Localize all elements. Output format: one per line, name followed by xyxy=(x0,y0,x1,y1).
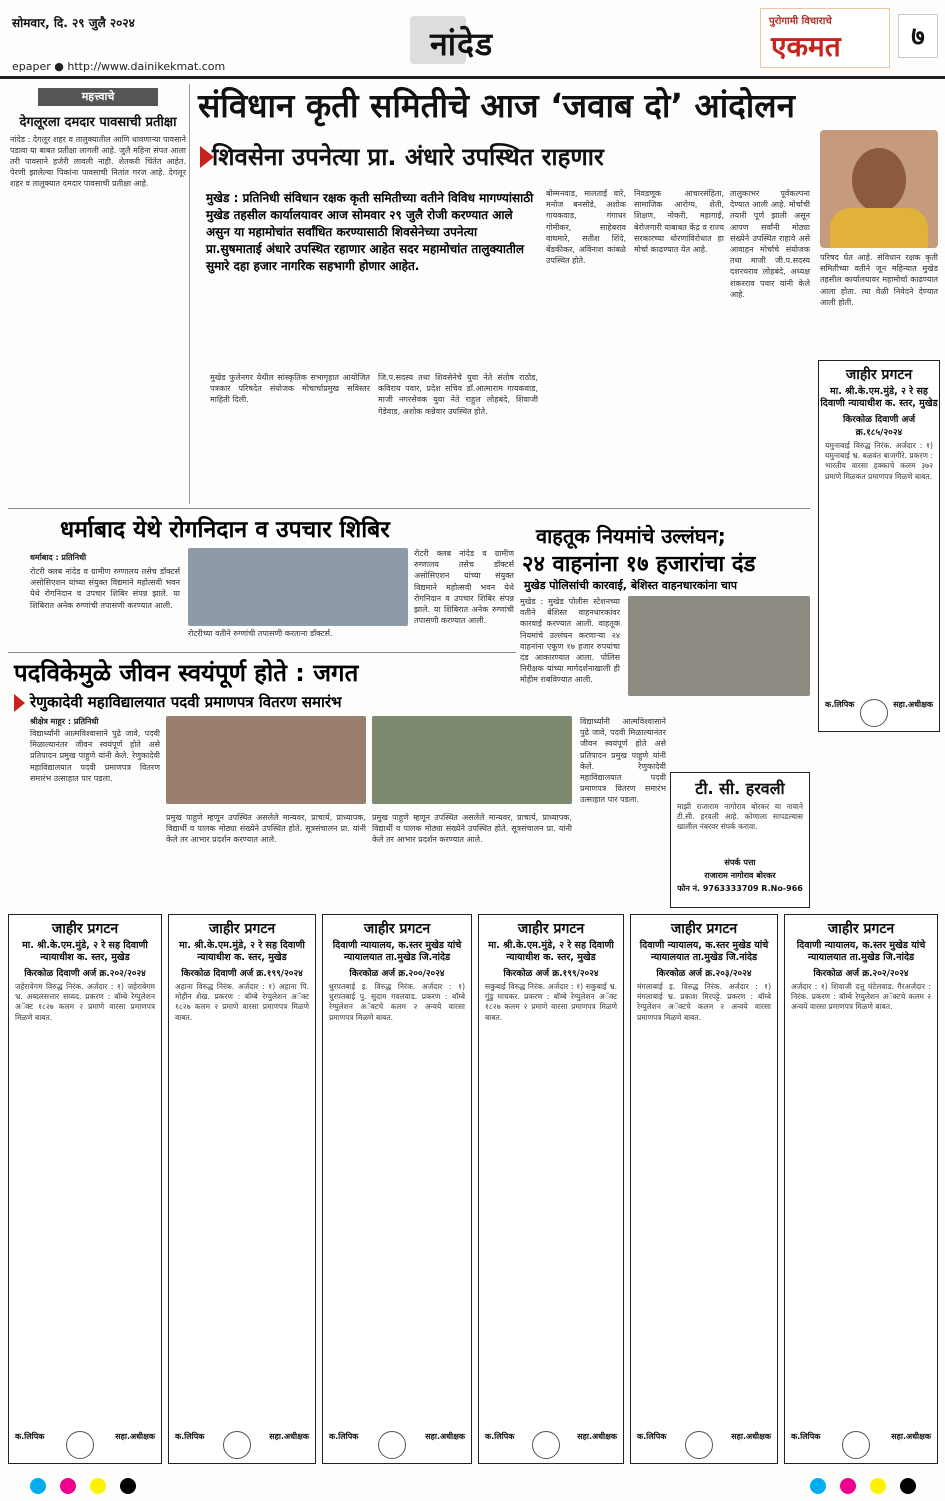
notice-clerk: क.लिपिक xyxy=(637,1432,667,1441)
notice-footer xyxy=(637,1431,771,1459)
notice-clerk: क.लिपिक xyxy=(485,1432,515,1441)
notice-court: दिवाणी न्यायालय, क.स्तर मुखेड यांचे न्यायालयात ता.मुखेड जि.नांदेड xyxy=(332,940,462,963)
lead-column-1: मुखेड फुलेनगर येथील सांस्कृतिक सभागृहात आयोजित पत्रकार परिषदेत संयोजक मोचार्चाप्रमुख सविस्तर माहिती दिली. xyxy=(210,373,370,405)
notice-case: किरकोळ अर्ज क्र.२०२/२०२४ xyxy=(813,969,909,979)
degree-body-3: प्रमुख पाहुणे म्हणून उपस्थित असलेले मान्यवर, प्राचार्य, प्राध्यापक, विद्यार्थी व पालक मोठ्या संख्येने उपस्थित होते. सूत्रसंचालन प्रा. यांनी केले तर आभार प्रदर्शन करण्यात आले. xyxy=(372,813,572,845)
notice-clerk: क.लिपिक xyxy=(329,1432,359,1441)
legal-notice-7 xyxy=(784,914,938,1464)
notice-title: जाहीर प्रगटन xyxy=(827,921,895,937)
notice-title: जाहीर प्रगटन xyxy=(51,921,119,937)
lost-tc-body: माझी राजाराम नागोराव बोरकर या नावाने टी.सी. हरवली आहे. कोणाला सापडल्यास खालील नंबरवर संपर्क करावा. xyxy=(677,802,803,832)
left-body: नांदेड : देगलूर शहर व तालुक्यातील आणि धावणाऱ्या पावसाने पडावा या बाबत प्रतीक्षा लागली आहे. जुलै महिना संपत आला तरी पावसाने हजेरी लावली नाही. शेतकरी चिंतेत आहेत. पेरणी झालेल्या पिकांना पावसाची नितांत गरज आहे. देगलूर शहर व तालुक्यात दमदार पावसाची प्रतीक्षा आहे. xyxy=(10,135,186,188)
notice-body: मंगलाबाई इ. विरुद्ध निरंक. अर्जदार : १) मंगलाबाई भ्र. प्रकाश मिरपट्टे. प्रकरण : बॉम्बे रेग्युलेशन अॅक्टचे कलम २ अन्वये वारसा प्रमाणपत्र मिळणे बाबत. xyxy=(637,982,771,1022)
legal-notice-6 xyxy=(630,914,778,1464)
notice-court: दिवाणी न्यायालय, क.स्तर मुखेड यांचे न्यायालयात ता.मुखेड जि.नांदेड xyxy=(639,940,769,963)
notice-case: किरकोळ अर्ज क्र.२०३/२०२४ xyxy=(656,969,752,979)
registration-mark-black-icon xyxy=(900,1478,916,1494)
camp-body: रोटरी क्लब नांदेड व ग्रामीण रुग्णालय तसेच डॉक्टर्स असोसिएशन यांच्या संयुक्त विद्यमाने महोत्सवी भवन येथे रोगनिदान व उपचार शिबिर संपन्न झाले. या शिबिरात अनेक रुग्णांची तपासणी करण्यात आली. xyxy=(30,567,180,610)
lead-intro: मुखेड : प्रतिनिधी संविधान रक्षक कृती समितीच्या वतीने विविध मागण्यांसाठी मुखेड तहसील कार्यालयावर आज सोमवार २९ जुलै रोजी करण्यात आले असुन या महामोचांत सर्वांधित करण्यासाठी शिवसेनेच्या उपनेत्या प्रा.सुषमाताई अंधारे उपस्थित रहाणार आहेत सदर महामोचांत तालुक्यातील सुमारे दहा हजार नागरिक सहभागी होणार आहेत. xyxy=(206,191,534,273)
notice-footer xyxy=(485,1431,617,1459)
court-seal-icon xyxy=(66,1431,94,1459)
left-news-box xyxy=(8,84,190,504)
degree-body-2: प्रमुख पाहुणे म्हणून उपस्थित असलेले मान्यवर, प्राचार्य, प्राध्यापक, विद्यार्थी व पालक मोठ्या संख्येने उपस्थित होते. सूत्रसंचालन प्रा. यांनी केले तर आभार प्रदर्शन करण्यात आले. xyxy=(166,813,366,845)
notice-body: धुरपतबाई इ. विरुद्ध निरंक. अर्जदार : १) धुरपतबाई पु. सुदाम गवलवाड. प्रकरण : बॉम्बे रेग्युलेशन अॅक्टचे कलम २ अन्वये वारसा प्रमाणपत्र मिळणे बाबत. xyxy=(329,982,465,1022)
lead-headline: संविधान कृती समितीचे आज ‘जवाब दो’ आंदोलन xyxy=(198,86,795,125)
brand-name: एकमत xyxy=(771,30,841,63)
notice-court: मा. श्री.के.एम.मुंडे, २ रे सह दिवाणी न्यायाधीश क. स्तर, मुखेड xyxy=(22,940,148,963)
notice-superintendent: सहा.अधीक्षक xyxy=(269,1432,309,1441)
lost-tc-title: टी. सी. हरवली xyxy=(695,779,785,798)
traffic-headline-1: वाहतूक नियमांचे उल्लंघन; xyxy=(536,524,726,548)
section-divider xyxy=(8,508,810,509)
notice-superintendent: सहा.अधीक्षक xyxy=(425,1432,465,1441)
left-headline: देगलूरला दमदार पावसाची प्रतीक्षा xyxy=(19,115,177,130)
lost-tc-name: राजाराम नागोराव बोरकर xyxy=(704,871,776,880)
lead-column-3: बोम्मनवाड, मालताई वारे, मनोज बनसोडे, अशोक गायकवाड, गंगाधर गोमीकर, साहेबराव वाघमारे, सतीश शिंदे, बेंडकीकर, अविनाश कांबळे उपस्थित होते. xyxy=(546,189,626,266)
court-seal-icon xyxy=(223,1431,251,1459)
degree-body-4: विद्यार्थ्यांनी आत्मविश्वासाने पुढे जावे, पदवी मिळाल्यानंतर जीवन स्वयंपूर्ण होते असे प्रतिपादन प्रमुख पाहुणे यांनी केले. रेणुकादेवी महाविद्यालयात पदवी प्रमाणपत्र वितरण समारंभ उत्साहात पार पडला. xyxy=(580,717,666,805)
legal-notice-5 xyxy=(478,914,624,1464)
degree-headline: पदविकेमुळे जीवन स्वयंपूर्ण होते : जगत xyxy=(14,659,359,687)
registration-mark-yellow-icon xyxy=(90,1478,106,1494)
notice-superintendent: सहा.अधीक्षक xyxy=(893,700,933,709)
left-kicker: महत्त्वाचे xyxy=(38,88,158,106)
epaper-link[interactable]: epaper ● http://www.dainikekmat.com xyxy=(12,60,226,73)
legal-notice-2 xyxy=(8,914,162,1464)
notice-superintendent: सहा.अधीक्षक xyxy=(115,1432,155,1441)
traffic-headline-2: २४ वाहनांना १७ हजारांचा दंड xyxy=(522,552,756,577)
notice-title: जाहीर प्रगटन xyxy=(845,367,913,383)
court-seal-icon xyxy=(860,699,888,727)
lead-column-5: तालुकाभर पूर्वकल्पना देण्यात आली आहे. मोर्चाची तयारी पूर्ण झाली असून आपण सर्वांनी मोठ्या संख्येने उपस्थित राहावे असे आवाहन मोर्चाचे संयोजक तथा माजी जी.प.सदस्य दशरथराव लोहबंदे, अध्यक्ष शंकरराव पवार यांनी केले आहे. xyxy=(730,189,810,299)
notice-title: जाहीर प्रगटन xyxy=(208,921,276,937)
registration-mark-black-icon xyxy=(120,1478,136,1494)
court-seal-icon xyxy=(532,1431,560,1459)
registration-mark-yellow-icon xyxy=(870,1478,886,1494)
notice-footer xyxy=(791,1431,931,1459)
traffic-body: मुखेड : मुखेड पोलीस स्टेशनच्या वतीने बेशिस्त वाहनधारकांवर कारवाई करण्यात आली. वाहतूक नियमांचे उल्लंघन करणाऱ्या २४ वाहनांना एकूण १७ हजार रुपयांचा दंड आकारण्यात आला. पोलिस निरीक्षक यांच्या मार्गदर्शनाखाली ही मोहीम राबविण्यात आली. xyxy=(520,597,620,685)
notice-superintendent: सहा.अधीक्षक xyxy=(731,1432,771,1441)
notice-footer xyxy=(329,1431,465,1459)
masthead-divider xyxy=(0,76,945,79)
notice-case: किरकोळ अर्ज क्र.२००/२०२४ xyxy=(349,969,445,979)
legal-notice-4 xyxy=(322,914,472,1464)
notice-case: किरकोळ अर्ज क्र.१९९/२०२४ xyxy=(503,969,599,979)
page-number: ७ xyxy=(898,14,938,58)
lost-tc-phone: फोन नं. 9763333709 R.No-966 xyxy=(677,884,803,893)
lost-tc-contact: संपर्क पत्ता xyxy=(724,858,756,867)
notice-clerk: क.लिपिक xyxy=(15,1432,45,1441)
lead-column-4: निवडणूक आचारसंहिता, सामाजिक आरोग्य, शेती, शिक्षण, नोकरी, महागाई, बेरोजगारी याबाबत केंद्र व राज्य सरकारच्या धोरणांविरोधात हा मोर्चा काढण्यात येत आहे. xyxy=(634,189,724,255)
lead-column-6: परिषद घेत आहे. संविधान रक्षक कृती समितीच्या वतीने जून महिन्यात मुखेड तहसील कार्यालयावर महामोर्चा काढण्यात आला होता. त्या वेळी निवेदने देण्यात आली होती. xyxy=(820,253,938,307)
edition-title: नांदेड xyxy=(430,25,494,63)
traffic-subhead: मुखेड पोलिसांची कारवाई, बेशिस्त वाहनधारकांना चाप xyxy=(524,579,737,592)
notice-court: मा. श्री.के.एम.मुंडे, २ रे सह दिवाणी न्यायाधीश क. स्तर, मुखेड xyxy=(179,940,305,963)
degree-photo-1 xyxy=(166,716,366,804)
legal-notice-3 xyxy=(168,914,316,1464)
registration-mark-magenta-icon xyxy=(60,1478,76,1494)
photo-face xyxy=(852,148,906,212)
notice-court: दिवाणी न्यायालय, क.स्तर मुखेड यांचे न्यायालयात ता.मुखेड जि.नांदेड xyxy=(796,940,926,963)
notice-body: अर्जदार : १) शिवाजी दत्तु घंटेलवाड. गैरअर्जदार : निरंक. प्रकरण : बॉम्बे रेग्युलेशन अॅक्टचे कलम २ अन्वये वारसा प्रमाणपत्र मिळणे बाबत. xyxy=(791,982,931,1012)
notice-footer xyxy=(825,699,933,727)
registration-mark-cyan-icon xyxy=(810,1478,826,1494)
notice-superintendent: सहा.अधीक्षक xyxy=(891,1432,931,1441)
notice-case: किरकोळ दिवाणी अर्ज क्र.१८५/२०२४ xyxy=(842,415,916,438)
court-seal-icon xyxy=(378,1431,406,1459)
degree-photo-2 xyxy=(372,716,572,804)
camp-headline: धर्माबाद येथे रोगनिदान व उपचार शिबिर xyxy=(60,517,390,543)
notice-superintendent: सहा.अधीक्षक xyxy=(577,1432,617,1441)
leader-photo xyxy=(820,130,938,248)
registration-mark-cyan-icon xyxy=(30,1478,46,1494)
notice-body: जहेरावेगम विरुद्ध निरंक. अर्जदार : १) जहेराबेगम भ्र. अब्दलसत्तार सय्यद. प्रकरण : बॉम्बे रेग्युलेशन अॅक्ट १८२७ कलम २ प्रमाणे वारसा प्रमाणपत्र मिळणे बाबत. xyxy=(15,982,155,1022)
camp-byline: धर्माबाद : प्रतिनिधी xyxy=(30,553,87,562)
notice-court: मा. श्री.के.एम.मुंडे, २ रे सह दिवाणी न्यायाधीश क. स्तर, मुखेड xyxy=(820,386,938,409)
section-divider xyxy=(8,652,516,653)
camp-continuation: रोटरी क्लब नांदेड व ग्रामीण रुग्णालय तसेच डॉक्टर्स असोसिएशन यांच्या संयुक्त विद्यमाने महोत्सवी भवन येथे रोगनिदान व उपचार शिबिर संपन्न झाले. या शिबिरात अनेक रुग्णांची तपासणी करण्यात आली. xyxy=(414,549,514,626)
masthead xyxy=(0,0,945,80)
lost-tc-ad xyxy=(670,772,810,908)
notice-title: जाहीर प्रगटन xyxy=(670,921,738,937)
notice-case: किरकोळ दिवाणी अर्ज क्र.१९९/२०२४ xyxy=(181,969,303,979)
notice-body: अहाना विरुद्ध निरंक. अर्जदार : १) अहाना पि. मोहीन शेख. प्रकरण : बॉम्बे रेग्युलेशन अॅक्ट १८२७ कलम २ प्रमाणे वारसा प्रमाणपत्र मिळणे बाबत. xyxy=(175,982,309,1022)
degree-subhead: रेणुकादेवी महाविद्यालयात पदवी प्रमाणपत्र वितरण समारंभ xyxy=(30,693,342,711)
brand-tagline: पुरोगामी विचाराचे xyxy=(769,16,832,27)
notice-title: जाहीर प्रगटन xyxy=(363,921,431,937)
notice-body: सकुबाई विरुद्ध निरंक. अर्जदार : १) सकुबाई भ्र. गुंडु माचकर. प्रकरण : बॉम्बे रेग्युलेशन अॅक्ट १८२७ कलम २ प्रमाणे वारसा प्रमाणपत्र मिळणे बाबत. xyxy=(485,982,617,1022)
lead-column-2: जि.प.सदस्य तथा शिवसेनेचे युवा नेते संतोष राठोड, कविराय पवार, प्रदेश सचिव डॉ.आत्माराम गायकवाड, माजी नगरसेवक युवा नेते राहुल लोहबंदे, शिवाजी गेडेवाड, अशोक कन्नेवार उपस्थित होते. xyxy=(378,373,538,416)
notice-footer xyxy=(175,1431,309,1459)
traffic-photo xyxy=(628,596,810,696)
degree-body: विद्यार्थ्यांनी आत्मविश्वासाने पुढे जावे, पदवी मिळाल्यानंतर जीवन स्वयंपूर्ण होते असे प्रतिपादन प्रमुख पाहुणे यांनी केले. रेणुकादेवी महाविद्यालयात पदवी प्रमाणपत्र वितरण समारंभ उत्साहात पार पडला. xyxy=(30,729,160,783)
court-seal-icon xyxy=(842,1431,870,1459)
court-seal-icon xyxy=(685,1431,713,1459)
notice-court: मा. श्री.के.एम.मुंडे, २ रे सह दिवाणी न्यायाधीश क. स्तर, मुखेड xyxy=(488,940,614,963)
notice-title: जाहीर प्रगटन xyxy=(517,921,585,937)
notice-case: किरकोळ दिवाणी अर्ज क्र.२०२/२०२४ xyxy=(24,969,146,979)
brand-logo xyxy=(760,8,890,68)
notice-clerk: क.लिपिक xyxy=(825,700,855,709)
notice-footer xyxy=(15,1431,155,1459)
lead-subhead: शिवसेना उपनेत्या प्रा. अंधारे उपस्थित राहणार xyxy=(212,143,604,171)
legal-notice-1 xyxy=(818,360,940,732)
camp-caption: रोटरीच्या वतीने रुग्णांची तपासणी करताना डॉक्टर्स. xyxy=(188,629,333,638)
notice-clerk: क.लिपिक xyxy=(791,1432,821,1441)
arrow-icon xyxy=(14,694,25,712)
degree-byline: श्रीक्षेत्र माहूर : प्रतिनिधी xyxy=(30,717,99,726)
photo-garment xyxy=(830,208,928,248)
date-line: सोमवार, दि. २९ जुलै २०२४ xyxy=(12,16,135,30)
notice-body: यमुनाबाई विरुद्ध निरंक. अर्जदार : १) यमुनाबाई भ्र. बळवंत बाजगीरे. प्रकरण : भारतीय वारसा हक्काचे कलम ३७२ प्रमाणे मिळकत प्रमाणपत्र मिळणे बाबत. xyxy=(825,441,933,481)
registration-mark-magenta-icon xyxy=(840,1478,856,1494)
camp-photo xyxy=(188,548,408,626)
notice-clerk: क.लिपिक xyxy=(175,1432,205,1441)
